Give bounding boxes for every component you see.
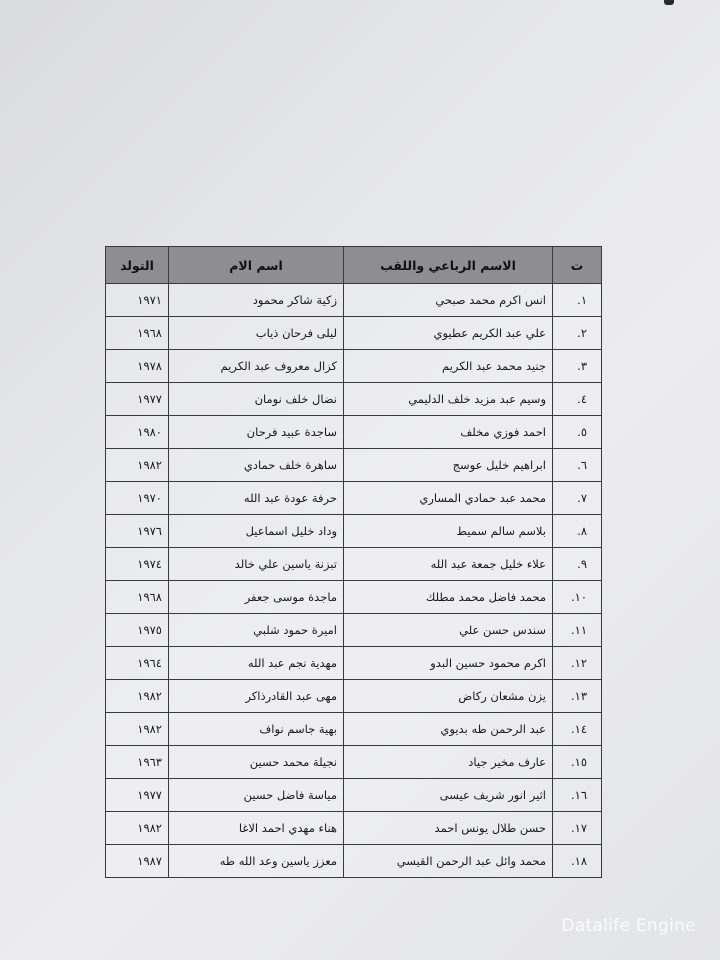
table-row [106, 482, 602, 515]
cell-mother-name: كزال معروف عبد الكريم [169, 350, 344, 383]
cell-number: ١٢. [553, 647, 602, 680]
cell-number: ٩. [553, 548, 602, 581]
cell-number: ١٧. [553, 812, 602, 845]
table-body [106, 284, 602, 878]
cell-full-name: حسن طلال يونس احمد [344, 812, 553, 845]
table-row [106, 581, 602, 614]
cell-number: ٧. [553, 482, 602, 515]
cell-mother-name: ساجدة عبيد فرحان [169, 416, 344, 449]
cell-number: ٤. [553, 383, 602, 416]
cell-number: ٥. [553, 416, 602, 449]
cell-birth-year: ١٩٦٨ [106, 581, 169, 614]
header-number: ت [553, 247, 602, 284]
cell-full-name: سندس حسن علي [344, 614, 553, 647]
cell-birth-year: ١٩٧٨ [106, 350, 169, 383]
corner-mark [664, 0, 674, 5]
cell-full-name: بلاسم سالم سميط [344, 515, 553, 548]
table-row [106, 350, 602, 383]
cell-full-name: وسيم عبد مزيد خلف الدليمي [344, 383, 553, 416]
cell-full-name: اكرم محمود حسين البدو [344, 647, 553, 680]
cell-birth-year: ١٩٦٣ [106, 746, 169, 779]
cell-number: ١٠. [553, 581, 602, 614]
table-row [106, 449, 602, 482]
cell-birth-year: ١٩٨٢ [106, 680, 169, 713]
table-row [106, 416, 602, 449]
cell-number: ١٦. [553, 779, 602, 812]
cell-birth-year: ١٩٧٧ [106, 779, 169, 812]
cell-birth-year: ١٩٨٠ [106, 416, 169, 449]
cell-mother-name: ليلى فرحان ذياب [169, 317, 344, 350]
cell-mother-name: مهى عبد القادرذاكر [169, 680, 344, 713]
cell-full-name: جنيد محمد عبد الكريم [344, 350, 553, 383]
cell-full-name: احمد فوزي مخلف [344, 416, 553, 449]
table-row [106, 317, 602, 350]
cell-birth-year: ١٩٧٤ [106, 548, 169, 581]
watermark: Datalife Engine [561, 916, 696, 936]
cell-number: ١٤. [553, 713, 602, 746]
cell-mother-name: اميرة حمود شلبي [169, 614, 344, 647]
cell-birth-year: ١٩٧٥ [106, 614, 169, 647]
cell-birth-year: ١٩٧٦ [106, 515, 169, 548]
cell-mother-name: ساهرة خلف حمادي [169, 449, 344, 482]
cell-mother-name: هناء مهدي احمد الاغا [169, 812, 344, 845]
table-row [106, 779, 602, 812]
table-row [106, 680, 602, 713]
cell-full-name: علاء خليل جمعة عبد الله [344, 548, 553, 581]
header-mother-name: اسم الام [169, 247, 344, 284]
table-row [106, 746, 602, 779]
cell-full-name: اثير انور شريف عيسى [344, 779, 553, 812]
header-row [106, 247, 602, 284]
cell-full-name: عارف مخير جياد [344, 746, 553, 779]
table-row [106, 812, 602, 845]
table-row [106, 647, 602, 680]
cell-number: ٣. [553, 350, 602, 383]
cell-number: ١١. [553, 614, 602, 647]
cell-full-name: محمد وائل عبد الرحمن القيسي [344, 845, 553, 878]
cell-number: ١. [553, 284, 602, 317]
header-birth-year: التولد [106, 247, 169, 284]
cell-number: ١٨. [553, 845, 602, 878]
cell-mother-name: تبزنة ياسين علي خالد [169, 548, 344, 581]
cell-mother-name: مهدية نجم عبد الله [169, 647, 344, 680]
cell-birth-year: ١٩٧١ [106, 284, 169, 317]
table-row [106, 548, 602, 581]
cell-birth-year: ١٩٨٢ [106, 713, 169, 746]
cell-full-name: علي عبد الكريم عطيوي [344, 317, 553, 350]
cell-full-name: عبد الرحمن طه بديوي [344, 713, 553, 746]
cell-mother-name: نجيلة محمد حسين [169, 746, 344, 779]
cell-number: ٢. [553, 317, 602, 350]
table-row [106, 515, 602, 548]
table-row [106, 845, 602, 878]
cell-birth-year: ١٩٨٢ [106, 449, 169, 482]
cell-mother-name: وداد خليل اسماعيل [169, 515, 344, 548]
cell-birth-year: ١٩٦٨ [106, 317, 169, 350]
table-row [106, 713, 602, 746]
names-table [105, 246, 602, 878]
cell-full-name: ابراهيم خليل عوسج [344, 449, 553, 482]
cell-full-name: محمد عبد حمادي المساري [344, 482, 553, 515]
cell-mother-name: ماجدة موسى جعفر [169, 581, 344, 614]
cell-birth-year: ١٩٨٧ [106, 845, 169, 878]
cell-number: ١٣. [553, 680, 602, 713]
cell-mother-name: بهية جاسم نواف [169, 713, 344, 746]
cell-full-name: يزن مشعان ركاض [344, 680, 553, 713]
cell-number: ٦. [553, 449, 602, 482]
cell-mother-name: نضال خلف نومان [169, 383, 344, 416]
cell-birth-year: ١٩٦٤ [106, 647, 169, 680]
table-row [106, 284, 602, 317]
cell-number: ١٥. [553, 746, 602, 779]
cell-birth-year: ١٩٨٢ [106, 812, 169, 845]
cell-birth-year: ١٩٧٧ [106, 383, 169, 416]
header-full-name: الاسم الرباعي واللقب [344, 247, 553, 284]
cell-full-name: محمد فاضل محمد مطلك [344, 581, 553, 614]
cell-full-name: انس اكرم محمد صبحي [344, 284, 553, 317]
cell-birth-year: ١٩٧٠ [106, 482, 169, 515]
cell-mother-name: زكية شاكر محمود [169, 284, 344, 317]
table-row [106, 614, 602, 647]
cell-number: ٨. [553, 515, 602, 548]
cell-mother-name: حرفة عودة عبد الله [169, 482, 344, 515]
cell-mother-name: مياسة فاضل حسين [169, 779, 344, 812]
cell-mother-name: معزز ياسين وعد الله طه [169, 845, 344, 878]
table-row [106, 383, 602, 416]
table-header [106, 247, 602, 284]
